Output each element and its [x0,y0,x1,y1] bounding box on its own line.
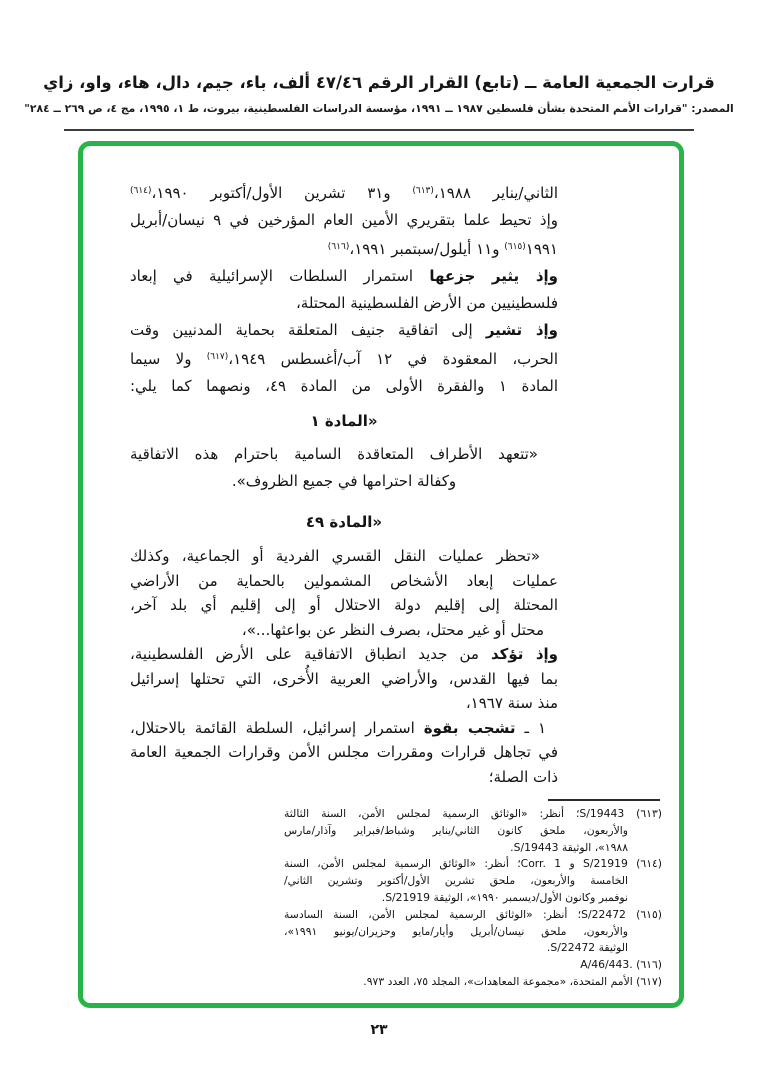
text-segment: عمليات إبعاد الأشخاص المشمولين بالحماية من الأراضي [130,571,558,590]
body-line [130,468,558,495]
text-segment: «تحظر عمليات النقل القسري الفردية أو الجماعية، وكذلك [130,547,540,565]
text-segment: في تجاهل قرارات ومقررات مجلس الأمن وقرارات الجمعية العامة [130,743,558,761]
text-segment: ؛ أنظر: «الوثائق الرسمية لمجلس الأمن، السنة الثالثة [284,807,580,820]
footnote-line [284,957,662,974]
text-segment: و١١ أيلول/سبتمبر ١٩٩١، [349,240,505,258]
article-heading [130,509,558,536]
text-segment: . [510,840,514,854]
footnote-line [284,890,662,907]
text-segment: «تتعهد الأطراف المتعاقدة السامية باحترام هذه الاتفاقية [130,445,538,463]
body-line [130,178,558,207]
text-segment: فلسطينيين من الأرض الفلسطينية المحتلة، [295,294,558,312]
text-segment: «المادة ١ [310,412,378,430]
text-segment: ولا سيما [130,350,207,368]
text-segment: المحتلة إلى إقليم دولة الاحتلال أو إلى إقليم أي بلد آخر، [130,596,558,614]
footnote-ref: (٦١٤) [130,186,152,196]
document-symbol: S/21919 [583,857,628,871]
footnote-ref: (٦١٥) [504,242,526,252]
text-segment: تشجب بقوة [423,718,516,737]
text-segment: وكفالة احترامها في جميع الظروف». [231,472,457,490]
text-segment: والأربعون، ملحق كانون الثاني/يناير وشباط/فبراير وآذار/مارس [284,823,628,837]
document-symbol: S/21919 [385,890,431,904]
text-segment: وإذ تؤكد [490,645,558,663]
body-line [130,441,558,468]
footnote-line [284,806,662,823]
footnote-line [284,907,662,924]
text-segment: منذ سنة ١٩٦٧، [465,694,558,712]
body-line [130,618,558,643]
footnote-line [284,924,662,941]
text-segment: (٦١٧) الأمم المتحدة، «مجموعة المعاهدات»، المجلد ٧٥، العدد ٩٧٣. [363,974,662,988]
body-line [130,691,558,716]
body-line [130,263,558,290]
text-segment: (٦١٤) [627,857,663,871]
body-line [130,290,558,317]
body-line [130,344,558,373]
text-segment: وإذ يثير جزعها [429,267,558,285]
text-segment: «المادة ٤٩ [305,513,383,531]
text-segment: من جديد انطباق الاتفاقية على الأرض الفلسطينية، [130,645,491,663]
footnote-line [284,856,662,873]
document-symbol: S/19443 [513,840,559,854]
footnote-line [284,873,662,890]
body-line [130,593,558,618]
document-symbol: S/22472 [581,907,626,921]
text-segment: ذات الصلة؛ [488,767,558,786]
text-segment: الوثيقة [595,941,628,955]
text-segment: ؛ أنظر: «الوثائق الرسمية لمجلس الأمن، السنة [284,857,521,871]
text-segment: استمرار إسرائيل، السلطة القائمة بالاحتلال، [130,718,424,737]
text-segment: . [546,941,551,955]
text-segment: (٦١٣) [624,807,662,820]
page-header-title: قرارت الجمعية العامة ــ (تابع) القرار الرقم ٤٧/٤٦ ألف، باء، جيم، دال، هاء، واو، زاي [43,73,715,92]
text-segment: وإذ تحيط علما بتقريري الأمين العام المؤرخين في ٩ نيسان/أبريل [130,211,558,229]
text-segment: الحرب، المعقودة في ١٢ آب/أغسطس ١٩٤٩، [228,350,558,368]
body-line [130,234,558,263]
body-text [130,178,558,789]
footnote-item [284,957,662,974]
body-line [130,716,558,741]
footnote-item [284,974,662,991]
footnote-divider [548,799,660,801]
text-segment: بما فيها القدس، والأراضي العربية الأُخرى، التي تحتلها إسرائيل [130,669,558,688]
footnote-line [284,823,662,840]
body-line [130,667,558,692]
body-line [130,765,558,790]
body-line [130,642,558,667]
footnote-item [284,856,662,906]
text-segment: محتل أو غير محتل، بصرف النظر عن بواعثها...»، [241,620,544,639]
header-divider [64,129,694,131]
text-segment: الخامسة والأربعون، ملحق تشرين الأول/أكتوبر وتشرين الثاني/ [284,874,628,888]
footnote-ref: (٦١٣) [412,186,434,196]
text-segment: ١٩٨٨»، الوثيقة [558,840,628,854]
document-symbol: A/46/443. [580,958,633,972]
body-line [130,207,558,234]
text-segment: . [381,890,386,904]
text-segment: و٣١ تشرين الأول/أكتوبر ١٩٩٠، [151,184,413,202]
text-segment: نوفمبر وكانون الأول/ديسمبر ١٩٩٠»، الوثيقة [430,890,628,904]
footnotes-list [284,806,662,991]
text-segment: والأربعون، ملحق نيسان/أبريل وأيار/مايو وحزيران/يونيو ١٩٩١»، [284,924,628,938]
body-line [130,740,558,765]
document-symbol: S/19443 [579,807,625,820]
text-segment: إلى اتفاقية جنيف المتعلقة بحماية المدنيين وقت [130,321,486,339]
text-segment: (٦١٦) [632,958,662,972]
article-heading [130,408,558,435]
body-line [130,373,558,400]
text-segment: استمرار السلطات الإسرائيلية في إبعاد [130,267,430,285]
document-symbol: S/22472 [550,941,596,955]
text-segment: ١٩٩١ [525,240,558,258]
footnote-ref: (٦١٦) [327,242,350,252]
footnote-item [284,806,662,856]
text-segment: المادة ١ والفقرة الأولى من المادة ٤٩، ونصهما كما يلي: [130,377,558,395]
text-segment: ؛ أنظر: «الوثائق الرسمية لمجلس الأمن، السنة السادسة [284,907,582,921]
body-line [130,544,558,569]
footnote-item [284,907,662,957]
text-segment: ١ ـ [515,718,546,737]
page-number: ٢٣ [370,1022,388,1038]
body-line [130,569,558,594]
text-segment: (٦١٥) [625,907,662,921]
text-segment: الثاني/يناير ١٩٨٨، [433,184,558,202]
page-header-source: المصدر: "قرارات الأمم المتحدة بشأن فلسطين ١٩٨٧ ــ ١٩٩١، مؤسسة الدراسات الفلسطينية، بيروت، ط ١، ١٩٩٥، مج ٤، ص ٢٦٩ ــ ٢٨٤" [24,102,734,115]
text-segment: و [561,857,583,871]
text-segment: وإذ تشير [485,321,558,339]
footnote-ref: (٦١٧) [206,352,229,362]
body-line [130,317,558,344]
footnote-line [284,940,662,957]
footnote-line [284,974,662,991]
footnote-line [284,840,662,857]
document-symbol: Corr. 1 [520,857,562,871]
